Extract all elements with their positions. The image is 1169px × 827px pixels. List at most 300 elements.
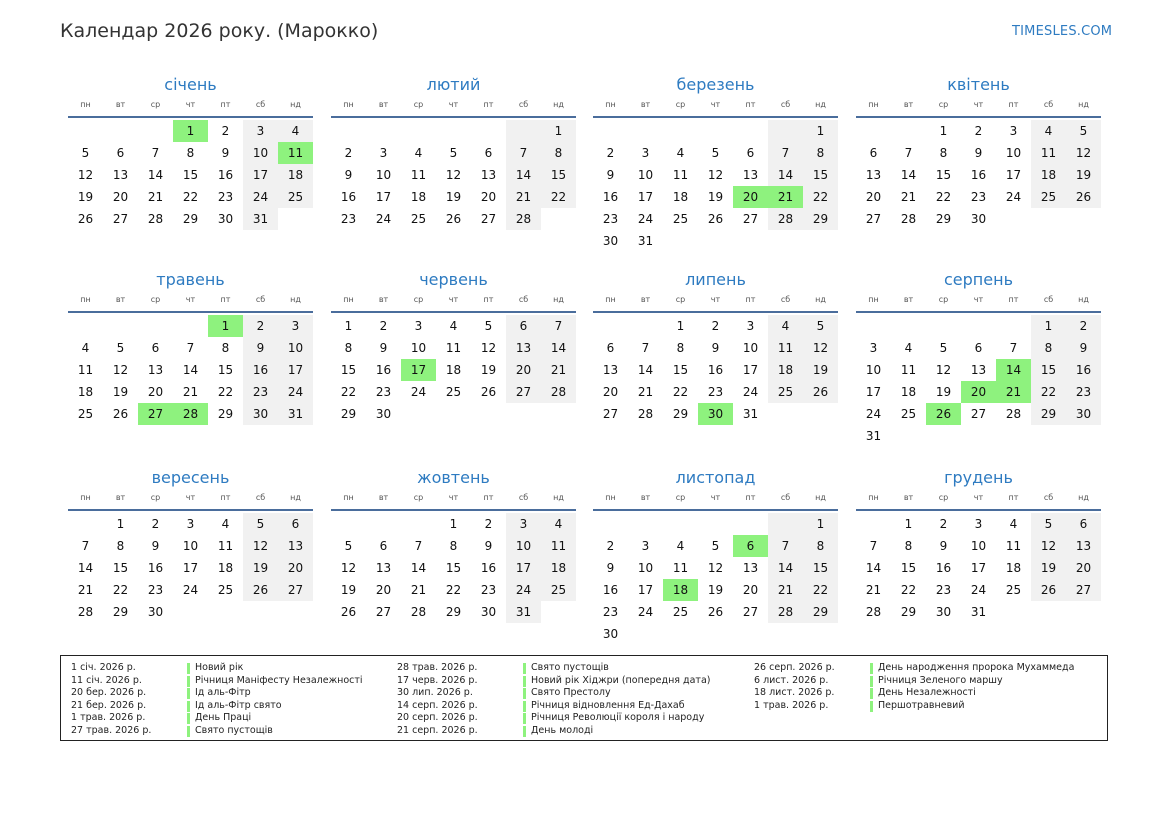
day-cell: 4 xyxy=(768,315,803,337)
day-cell: 28 xyxy=(506,208,541,230)
weekday-label: ср xyxy=(413,100,424,109)
day-cell: 10 xyxy=(742,341,759,355)
day-cell: 18 xyxy=(278,164,313,186)
weekday-label: сб xyxy=(255,493,266,502)
day-cell: 31 xyxy=(506,601,541,623)
weekday-label: пн xyxy=(605,100,616,109)
header-divider xyxy=(68,509,313,511)
day-cell: 6 xyxy=(379,539,388,553)
day-cell: 18 xyxy=(77,385,94,399)
weekday-label: вт xyxy=(903,295,914,304)
weekday-label: сб xyxy=(518,295,529,304)
day-cell: 18 xyxy=(410,190,427,204)
day-cell: 5 xyxy=(449,146,458,160)
day-cell: 6 xyxy=(484,146,493,160)
legend-item xyxy=(397,662,710,675)
day-cell: 15 xyxy=(340,363,357,377)
day-cell: 27 xyxy=(480,212,497,226)
weekday-label: чт xyxy=(185,295,196,304)
day-cell: 21 xyxy=(900,190,917,204)
weekday-label: сб xyxy=(780,295,791,304)
days-grid xyxy=(856,120,1101,230)
day-cell: 13 xyxy=(112,168,129,182)
day-cell: 15 xyxy=(1031,359,1066,381)
day-cell: 24 xyxy=(506,579,541,601)
day-cell: 26 xyxy=(77,212,94,226)
holiday-day-cell: 21 xyxy=(996,381,1031,403)
day-cell: 6 xyxy=(151,341,160,355)
day-cell: 7 xyxy=(641,341,650,355)
day-cell: 15 xyxy=(803,557,838,579)
day-cell: 18 xyxy=(1031,164,1066,186)
day-cell: 19 xyxy=(707,583,724,597)
day-cell: 2 xyxy=(606,539,615,553)
weekday-label: сб xyxy=(1043,100,1054,109)
weekday-label: пт xyxy=(745,493,756,502)
legend-date: 6 лист. 2026 р. xyxy=(754,674,829,686)
day-cell: 16 xyxy=(970,168,987,182)
day-cell: 19 xyxy=(1066,164,1101,186)
day-cell: 8 xyxy=(904,539,913,553)
day-cell: 8 xyxy=(221,341,230,355)
holiday-marker xyxy=(523,676,526,687)
day-cell: 9 xyxy=(221,146,230,160)
day-cell: 2 xyxy=(939,517,948,531)
empty-cell xyxy=(663,513,698,535)
weekday-label: пн xyxy=(343,100,354,109)
day-cell: 11 xyxy=(900,363,917,377)
day-cell: 27 xyxy=(742,212,759,226)
weekday-header xyxy=(331,97,576,113)
month-block xyxy=(68,74,313,230)
weekday-label: пт xyxy=(1008,493,1019,502)
month-block xyxy=(68,467,313,623)
day-cell: 14 xyxy=(865,561,882,575)
weekday-label: пт xyxy=(220,493,231,502)
header-divider xyxy=(68,311,313,313)
day-cell: 16 xyxy=(707,363,724,377)
month-name: травень xyxy=(156,270,225,289)
legend-item xyxy=(71,725,363,738)
day-cell: 9 xyxy=(243,337,278,359)
day-cell: 3 xyxy=(641,539,650,553)
empty-cell xyxy=(768,120,803,142)
day-cell: 14 xyxy=(541,337,576,359)
day-cell: 8 xyxy=(541,142,576,164)
day-cell: 24 xyxy=(865,407,882,421)
day-cell: 28 xyxy=(147,212,164,226)
weekday-label: пн xyxy=(868,295,879,304)
day-cell: 17 xyxy=(637,583,654,597)
day-cell: 4 xyxy=(676,146,685,160)
day-cell: 30 xyxy=(480,605,497,619)
month-name: листопад xyxy=(675,468,756,487)
legend-holiday-name: Свято пустощів xyxy=(531,662,609,673)
legend-column-3 xyxy=(754,662,1074,712)
day-cell: 11 xyxy=(1031,142,1066,164)
day-cell: 4 xyxy=(904,341,913,355)
day-cell: 19 xyxy=(112,385,129,399)
weekday-header xyxy=(331,490,576,506)
day-cell: 12 xyxy=(803,337,838,359)
day-cell: 31 xyxy=(865,429,882,443)
day-cell: 28 xyxy=(768,601,803,623)
empty-cell xyxy=(506,120,541,142)
day-cell: 30 xyxy=(243,403,278,425)
day-cell: 23 xyxy=(217,190,234,204)
day-cell: 23 xyxy=(602,605,619,619)
day-cell: 9 xyxy=(1066,337,1101,359)
weekday-label: чт xyxy=(185,493,196,502)
weekday-label: пн xyxy=(605,295,616,304)
weekday-label: ср xyxy=(150,295,161,304)
day-cell: 28 xyxy=(77,605,94,619)
day-cell: 26 xyxy=(340,605,357,619)
day-cell: 31 xyxy=(278,403,313,425)
day-cell: 13 xyxy=(865,168,882,182)
weekday-label: вт xyxy=(903,493,914,502)
month-name: липень xyxy=(685,270,746,289)
weekday-header xyxy=(331,292,576,308)
day-cell: 10 xyxy=(865,363,882,377)
day-cell: 25 xyxy=(1005,583,1022,597)
day-cell: 16 xyxy=(243,359,278,381)
day-cell: 13 xyxy=(742,168,759,182)
day-cell: 25 xyxy=(77,407,94,421)
day-cell: 22 xyxy=(803,186,838,208)
day-cell: 11 xyxy=(672,561,689,575)
weekday-header xyxy=(593,292,838,308)
day-cell: 30 xyxy=(147,605,164,619)
weekday-label: ср xyxy=(938,100,949,109)
legend-date: 21 бер. 2026 р. xyxy=(71,699,147,711)
day-cell: 15 xyxy=(112,561,129,575)
days-grid xyxy=(593,315,838,425)
day-cell: 25 xyxy=(410,212,427,226)
day-cell: 21 xyxy=(182,385,199,399)
day-cell: 19 xyxy=(480,363,497,377)
empty-cell xyxy=(593,315,628,337)
day-cell: 7 xyxy=(506,142,541,164)
weekday-label: нд xyxy=(815,100,826,109)
weekday-label: сб xyxy=(518,493,529,502)
day-cell: 23 xyxy=(1066,381,1101,403)
day-cell: 17 xyxy=(637,190,654,204)
weekday-label: сб xyxy=(780,100,791,109)
holiday-day-cell: 1 xyxy=(208,315,243,337)
day-cell: 26 xyxy=(803,381,838,403)
day-cell: 19 xyxy=(803,359,838,381)
weekday-label: ср xyxy=(675,100,686,109)
holiday-marker xyxy=(187,663,190,674)
day-cell: 3 xyxy=(414,319,423,333)
empty-cell xyxy=(173,315,208,337)
day-cell: 20 xyxy=(742,583,759,597)
month-block xyxy=(331,269,576,425)
day-cell: 23 xyxy=(375,385,392,399)
day-cell: 8 xyxy=(676,341,685,355)
day-cell: 16 xyxy=(375,363,392,377)
weekday-label: нд xyxy=(553,295,564,304)
day-cell: 25 xyxy=(900,407,917,421)
holiday-marker xyxy=(523,713,526,724)
day-cell: 21 xyxy=(147,190,164,204)
weekday-label: ср xyxy=(150,493,161,502)
day-cell: 10 xyxy=(243,142,278,164)
weekday-label: сб xyxy=(518,100,529,109)
day-cell: 16 xyxy=(602,190,619,204)
weekday-label: чт xyxy=(710,493,721,502)
site-logo-link[interactable]: TIMESLES.COM xyxy=(1012,24,1113,39)
empty-cell xyxy=(768,513,803,535)
day-cell: 5 xyxy=(939,341,948,355)
day-cell: 23 xyxy=(707,385,724,399)
legend-item xyxy=(397,675,710,688)
legend-item xyxy=(397,725,710,738)
day-cell: 10 xyxy=(970,539,987,553)
weekday-label: чт xyxy=(973,100,984,109)
day-cell: 14 xyxy=(900,168,917,182)
weekday-label: пт xyxy=(483,100,494,109)
weekday-label: вт xyxy=(640,100,651,109)
day-cell: 8 xyxy=(449,539,458,553)
month-block xyxy=(68,269,313,425)
legend-item xyxy=(754,700,1074,713)
weekday-label: ср xyxy=(150,100,161,109)
empty-cell xyxy=(733,513,768,535)
day-cell: 17 xyxy=(1005,168,1022,182)
legend-date: 20 бер. 2026 р. xyxy=(71,687,147,698)
day-cell: 29 xyxy=(340,407,357,421)
day-cell: 16 xyxy=(340,190,357,204)
day-cell: 14 xyxy=(506,164,541,186)
day-cell: 22 xyxy=(182,190,199,204)
day-cell: 21 xyxy=(77,583,94,597)
day-cell: 20 xyxy=(147,385,164,399)
header-divider xyxy=(856,311,1101,313)
weekday-label: чт xyxy=(448,295,459,304)
day-cell: 23 xyxy=(480,583,497,597)
month-block xyxy=(856,467,1101,623)
empty-cell xyxy=(436,120,471,142)
day-cell: 2 xyxy=(1066,315,1101,337)
legend-holiday-name: День Незалежності xyxy=(878,687,976,698)
day-cell: 14 xyxy=(410,561,427,575)
day-cell: 7 xyxy=(1009,341,1018,355)
day-cell: 18 xyxy=(672,190,689,204)
day-cell: 13 xyxy=(506,337,541,359)
day-cell: 2 xyxy=(344,146,353,160)
day-cell: 1 xyxy=(803,120,838,142)
empty-cell xyxy=(891,120,926,142)
legend-item xyxy=(71,675,363,688)
day-cell: 17 xyxy=(742,363,759,377)
holiday-marker xyxy=(870,688,873,699)
empty-cell xyxy=(856,315,891,337)
weekday-label: чт xyxy=(448,100,459,109)
day-cell: 21 xyxy=(506,186,541,208)
day-cell: 7 xyxy=(768,535,803,557)
empty-cell xyxy=(698,513,733,535)
day-cell: 11 xyxy=(541,535,576,557)
empty-cell xyxy=(138,315,173,337)
day-cell: 27 xyxy=(278,579,313,601)
day-cell: 28 xyxy=(541,381,576,403)
legend-date: 17 черв. 2026 р. xyxy=(397,674,478,686)
legend-item xyxy=(71,712,363,725)
day-cell: 18 xyxy=(1005,561,1022,575)
day-cell: 22 xyxy=(1031,381,1066,403)
legend-date: 14 серп. 2026 р. xyxy=(397,699,478,711)
header-divider xyxy=(856,509,1101,511)
day-cell: 1 xyxy=(449,517,458,531)
month-block xyxy=(331,467,576,623)
day-cell: 14 xyxy=(768,164,803,186)
day-cell: 12 xyxy=(445,168,462,182)
day-cell: 4 xyxy=(81,341,90,355)
weekday-label: ср xyxy=(675,295,686,304)
day-cell: 16 xyxy=(935,561,952,575)
day-cell: 20 xyxy=(865,190,882,204)
legend-date: 11 січ. 2026 р. xyxy=(71,674,142,686)
day-cell: 5 xyxy=(711,146,720,160)
month-name: червень xyxy=(419,270,488,289)
day-cell: 26 xyxy=(112,407,129,421)
day-cell: 13 xyxy=(602,363,619,377)
day-cell: 8 xyxy=(803,142,838,164)
day-cell: 27 xyxy=(970,407,987,421)
day-cell: 3 xyxy=(506,513,541,535)
day-cell: 17 xyxy=(278,359,313,381)
day-cell: 18 xyxy=(768,359,803,381)
day-cell: 2 xyxy=(243,315,278,337)
day-cell: 31 xyxy=(243,208,278,230)
weekday-label: пн xyxy=(80,493,91,502)
day-cell: 24 xyxy=(410,385,427,399)
day-cell: 25 xyxy=(217,583,234,597)
day-cell: 24 xyxy=(637,212,654,226)
weekday-label: сб xyxy=(1043,295,1054,304)
legend-item xyxy=(754,675,1074,688)
month-name: січень xyxy=(164,75,217,94)
legend-date: 1 трав. 2026 р. xyxy=(754,699,829,711)
day-cell: 20 xyxy=(602,385,619,399)
holiday-marker xyxy=(187,713,190,724)
empty-cell xyxy=(926,315,961,337)
legend-date: 26 серп. 2026 р. xyxy=(754,662,835,673)
day-cell: 30 xyxy=(375,407,392,421)
day-cell: 8 xyxy=(344,341,353,355)
weekday-label: чт xyxy=(710,100,721,109)
day-cell: 2 xyxy=(974,124,983,138)
day-cell: 1 xyxy=(1031,315,1066,337)
header-divider xyxy=(593,509,838,511)
day-cell: 13 xyxy=(970,363,987,377)
empty-cell xyxy=(68,513,103,535)
day-cell: 9 xyxy=(151,539,160,553)
day-cell: 15 xyxy=(445,561,462,575)
day-cell: 25 xyxy=(278,186,313,208)
holiday-day-cell: 30 xyxy=(698,403,733,425)
legend-holiday-name: День Праці xyxy=(195,712,252,723)
day-cell: 5 xyxy=(81,146,90,160)
weekday-label: пт xyxy=(745,295,756,304)
legend-holiday-name: Річниця відновлення Ед-Дахаб xyxy=(531,699,685,711)
day-cell: 8 xyxy=(1031,337,1066,359)
day-cell: 21 xyxy=(865,583,882,597)
empty-cell xyxy=(366,120,401,142)
day-cell: 9 xyxy=(379,341,388,355)
day-cell: 18 xyxy=(541,557,576,579)
day-cell: 8 xyxy=(186,146,195,160)
holiday-day-cell: 28 xyxy=(173,403,208,425)
day-cell: 29 xyxy=(182,212,199,226)
day-cell: 13 xyxy=(278,535,313,557)
day-cell: 17 xyxy=(182,561,199,575)
day-cell: 2 xyxy=(606,146,615,160)
day-cell: 12 xyxy=(707,168,724,182)
day-cell: 1 xyxy=(676,319,685,333)
month-name: вересень xyxy=(151,468,230,487)
weekday-label: сб xyxy=(780,493,791,502)
weekday-label: пт xyxy=(483,295,494,304)
legend-item xyxy=(397,687,710,700)
day-cell: 30 xyxy=(217,212,234,226)
month-block xyxy=(856,74,1101,230)
month-name: лютий xyxy=(426,75,481,94)
day-cell: 17 xyxy=(243,164,278,186)
day-cell: 23 xyxy=(935,583,952,597)
day-cell: 6 xyxy=(606,341,615,355)
day-cell: 17 xyxy=(506,557,541,579)
day-cell: 11 xyxy=(410,168,427,182)
weekday-label: вт xyxy=(378,493,389,502)
day-cell: 13 xyxy=(742,561,759,575)
day-cell: 21 xyxy=(410,583,427,597)
days-grid xyxy=(331,315,576,425)
days-grid xyxy=(331,513,576,623)
header-divider xyxy=(331,116,576,118)
day-cell: 14 xyxy=(182,363,199,377)
weekday-label: пн xyxy=(868,493,879,502)
weekday-label: вт xyxy=(378,100,389,109)
day-cell: 4 xyxy=(676,539,685,553)
weekday-label: нд xyxy=(290,100,301,109)
day-cell: 1 xyxy=(541,120,576,142)
day-cell: 22 xyxy=(672,385,689,399)
day-cell: 9 xyxy=(711,341,720,355)
empty-cell xyxy=(138,120,173,142)
day-cell: 28 xyxy=(768,208,803,230)
legend-item xyxy=(754,662,1074,675)
day-cell: 19 xyxy=(445,190,462,204)
day-cell: 11 xyxy=(217,539,234,553)
day-cell: 27 xyxy=(865,212,882,226)
legend-holiday-name: Річниця Маніфесту Незалежності xyxy=(195,674,363,686)
day-cell: 12 xyxy=(1031,535,1066,557)
day-cell: 25 xyxy=(541,579,576,601)
days-grid xyxy=(593,513,838,645)
day-cell: 30 xyxy=(970,212,987,226)
day-cell: 5 xyxy=(711,539,720,553)
weekday-label: сб xyxy=(1043,493,1054,502)
weekday-label: пн xyxy=(80,100,91,109)
day-cell: 5 xyxy=(484,319,493,333)
day-cell: 1 xyxy=(803,513,838,535)
day-cell: 5 xyxy=(1066,120,1101,142)
day-cell: 3 xyxy=(974,517,983,531)
header-divider xyxy=(331,311,576,313)
